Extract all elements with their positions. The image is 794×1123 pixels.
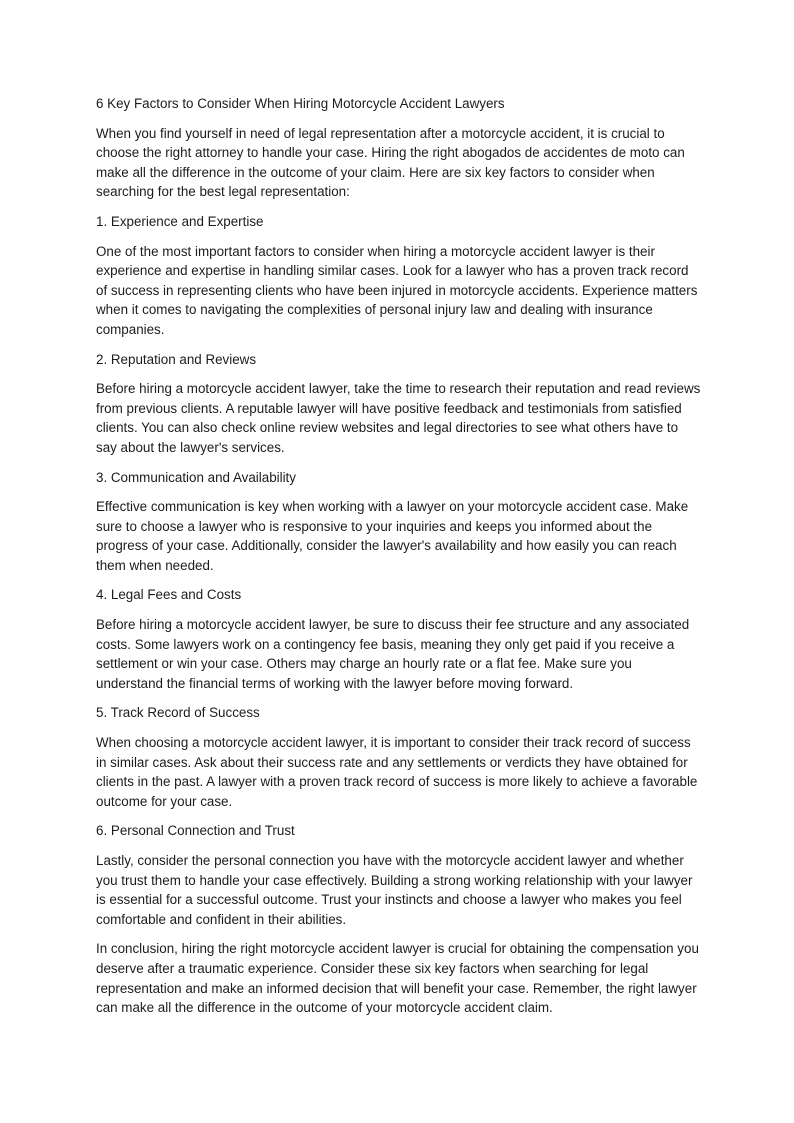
conclusion-paragraph: In conclusion, hiring the right motorcycle accident lawyer is crucial for obtaining the compensation you deserve after a traumatic experience. Consider these six key factors when searching for legal representation and make an informed decision that will benefit your case. Remember, the right lawyer can make all the difference in the outcome of your motorcycle accident claim. [96, 941, 699, 1016]
section-heading-fees: 4. Legal Fees and Costs [96, 587, 242, 603]
section-body-trust: Lastly, consider the personal connection you have with the motorcycle accident lawyer and whether you trust them to handle your case effectively. Building a strong working relationship with your lawyer is essential for a successful outcome. Trust your instincts and choose a lawyer who makes you feel comfortable and confident in their abilities. [96, 853, 693, 927]
document-page [96, 94, 702, 1028]
section-heading-track-record: 5. Track Record of Success [96, 705, 260, 721]
section-body-reputation: Before hiring a motorcycle accident lawyer, take the time to research their reputation and read reviews from previous clients. A reputable lawyer will have positive feedback and testimonials from satisfied clients. You can also check online review websites and legal directories to see what others have to say about the lawyer's services. [96, 381, 701, 455]
section-heading-trust: 6. Personal Connection and Trust [96, 823, 295, 839]
intro-paragraph: When you find yourself in need of legal representation after a motorcycle accident, it is crucial to choose the right attorney to handle your case. Hiring the right abogados de accidentes de moto can make all the difference in the outcome of your claim. Here are six key factors to consider when searching for the best legal representation: [96, 125, 685, 200]
document-title: 6 Key Factors to Consider When Hiring Motorcycle Accident Lawyers [96, 96, 505, 111]
section-body-fees: Before hiring a motorcycle accident lawyer, be sure to discuss their fee structure and any associated costs. Some lawyers work on a contingency fee basis, meaning they only get paid if you receive a settlement or win your case. Others may charge an hourly rate or a flat fee. Make sure you understand the financial terms of working with the lawyer before moving forward. [96, 617, 690, 691]
section-heading-communication: 3. Communication and Availability [96, 469, 296, 485]
section-body-experience: One of the most important factors to consider when hiring a motorcycle accident lawyer is their experience and expertise in handling similar cases. Look for a lawyer who has a proven track record of success in representing clients who have been injured in motorcycle accidents. Experience matters when it comes to navigating the complexities of personal injury law and dealing with insurance companies. [96, 243, 698, 337]
section-body-track-record: When choosing a motorcycle accident lawyer, it is important to consider their track record of success in similar cases. Ask about their success rate and any settlements or verdicts they have obtained for clients in the past. A lawyer with a proven track record of success is more likely to achieve a favorable outcome for your case. [96, 735, 698, 809]
section-heading-reputation: 2. Reputation and Reviews [96, 351, 257, 367]
section-heading-experience: 1. Experience and Expertise [96, 213, 264, 229]
section-body-communication: Effective communication is key when working with a lawyer on your motorcycle accident case. Make sure to choose a lawyer who is responsive to your inquiries and keeps you informed about the progress of your case. Additionally, consider the lawyer's availability and how easily you can reach them when needed. [96, 499, 689, 573]
